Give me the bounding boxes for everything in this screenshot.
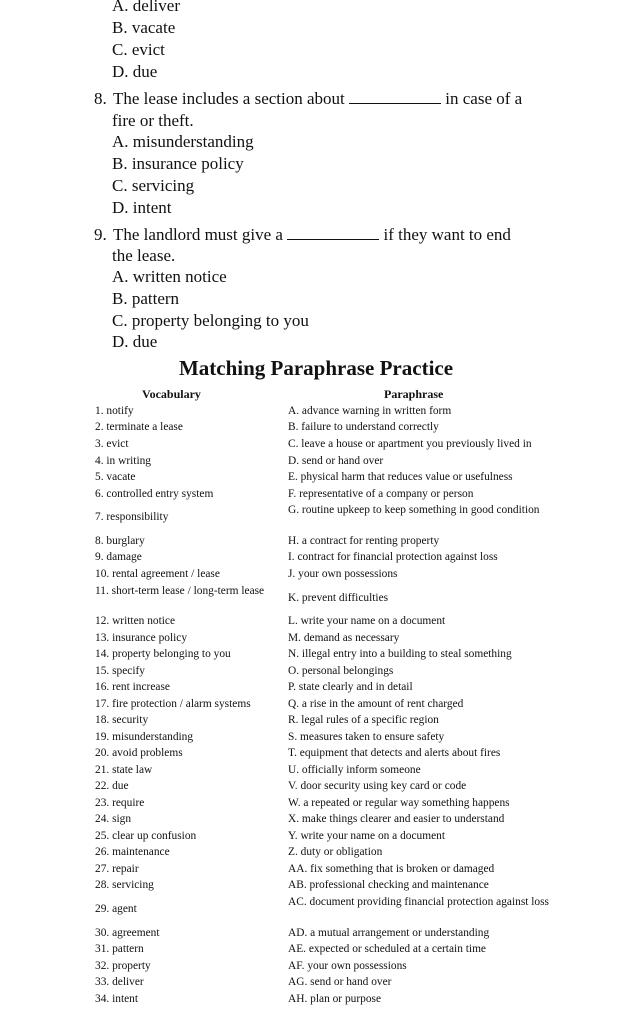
question-number: 9. <box>94 225 107 244</box>
vocab-item: 29. agent <box>95 903 137 915</box>
q9-option-c: C. property belonging to you <box>112 311 309 330</box>
q7-option-c: C. evict <box>112 40 165 59</box>
vocab-item: 24. sign <box>95 813 132 825</box>
question-number: 8. <box>94 89 107 108</box>
q8-option-c: C. servicing <box>112 176 195 195</box>
vocab-item: 10. rental agreement / lease <box>95 568 220 580</box>
paraphrase-item: L. write your name on a document <box>288 615 446 627</box>
vocab-item: 12. written notice <box>95 615 176 627</box>
paraphrase-item: AB. professional checking and maintenance <box>288 879 489 891</box>
vocab-item: 22. due <box>95 780 129 792</box>
paraphrase-item: V. door security using key card or code <box>288 780 467 792</box>
paraphrase-item: G. routine upkeep to keep something in good condition <box>288 504 540 516</box>
question-8-stem <box>94 88 564 110</box>
paraphrase-item: AG. send or hand over <box>288 976 392 988</box>
q8-option-b: B. insurance policy <box>112 154 244 173</box>
q8-option-a: A. misunderstanding <box>112 132 254 151</box>
vocab-item: 20. avoid problems <box>95 747 183 759</box>
paraphrase-item: AC. document providing financial protection against loss <box>288 896 549 908</box>
paraphrase-item: M. demand as necessary <box>288 632 400 644</box>
vocab-item: 6. controlled entry system <box>95 488 214 500</box>
q9-option-b: B. pattern <box>112 289 180 308</box>
vocab-item: 19. misunderstanding <box>95 731 194 743</box>
question-9-line2: the lease. <box>112 246 176 265</box>
question-text-before-blank: The landlord must give a <box>113 225 283 244</box>
paraphrase-item: O. personal belongings <box>288 665 394 677</box>
vocab-item: 17. fire protection / alarm systems <box>95 698 251 710</box>
q8-option-d: D. intent <box>112 198 172 217</box>
paraphrase-item: AD. a mutual arrangement or understanding <box>288 927 490 939</box>
vocab-item: 26. maintenance <box>95 846 170 858</box>
answer-blank <box>287 225 379 240</box>
paraphrase-item: D. send or hand over <box>288 455 384 467</box>
paraphrase-item: U. officially inform someone <box>288 764 421 776</box>
section-title: Matching Paraphrase Practice <box>178 356 454 380</box>
paraphrase-column-header: Paraphrase <box>384 387 444 401</box>
paraphrase-item: R. legal rules of a specific region <box>288 714 439 726</box>
vocab-item: 28. servicing <box>95 879 154 891</box>
paraphrase-item: F. representative of a company or person <box>288 488 474 500</box>
question-9-stem <box>94 224 564 246</box>
q9-option-a: A. written notice <box>112 267 227 286</box>
vocab-item: 1. notify <box>95 405 134 417</box>
vocab-item: 31. pattern <box>95 943 144 955</box>
paraphrase-item: N. illegal entry into a building to steal something <box>288 648 512 660</box>
vocab-item: 7. responsibility <box>95 511 169 523</box>
paraphrase-item: T. equipment that detects and alerts about fires <box>288 747 501 759</box>
paraphrase-item: C. leave a house or apartment you previously lived in <box>288 438 532 450</box>
vocab-item: 27. repair <box>95 863 139 875</box>
vocab-item: 15. specify <box>95 665 145 677</box>
question-8-line2: fire or theft. <box>112 111 194 130</box>
paraphrase-item: K. prevent difficulties <box>288 592 389 604</box>
vocab-item: 25. clear up confusion <box>95 830 197 842</box>
question-text-after-blank: if they want to end <box>383 225 511 244</box>
question-text-before-blank: The lease includes a section about <box>113 89 345 108</box>
paraphrase-item: AF. your own possessions <box>288 960 407 972</box>
vocab-item: 3. evict <box>95 438 129 450</box>
paraphrase-item: Q. a rise in the amount of rent charged <box>288 698 464 710</box>
paraphrase-item: E. physical harm that reduces value or usefulness <box>288 471 513 483</box>
paraphrase-item: AH. plan or purpose <box>288 993 382 1005</box>
vocab-item: 16. rent increase <box>95 681 170 693</box>
vocab-item: 30. agreement <box>95 927 160 939</box>
vocab-item: 13. insurance policy <box>95 632 188 644</box>
vocab-item: 9. damage <box>95 551 142 563</box>
vocab-item: 18. security <box>95 714 149 726</box>
vocab-item: 21. state law <box>95 764 153 776</box>
answer-blank <box>349 89 441 104</box>
paraphrase-item: W. a repeated or regular way something happens <box>288 797 510 809</box>
vocab-item: 8. burglary <box>95 535 145 547</box>
q9-option-d: D. due <box>112 332 158 351</box>
vocab-item: 2. terminate a lease <box>95 421 183 433</box>
paraphrase-item: B. failure to understand correctly <box>288 421 439 433</box>
vocab-item: 34. intent <box>95 993 139 1005</box>
vocabulary-column-header: Vocabulary <box>142 387 201 401</box>
vocab-item: 14. property belonging to you <box>95 648 231 660</box>
paraphrase-item: Z. duty or obligation <box>288 846 383 858</box>
paraphrase-item: X. make things clearer and easier to understand <box>288 813 505 825</box>
vocab-item: 23. require <box>95 797 145 809</box>
q7-option-b: B. vacate <box>112 18 176 37</box>
paraphrase-item: J. your own possessions <box>288 568 398 580</box>
paraphrase-item: P. state clearly and in detail <box>288 681 413 693</box>
vocab-item: 5. vacate <box>95 471 136 483</box>
q7-option-d: D. due <box>112 62 158 81</box>
paraphrase-item: I. contract for financial protection against loss <box>288 551 498 563</box>
vocab-item: 33. deliver <box>95 976 144 988</box>
paraphrase-item: AA. fix something that is broken or damaged <box>288 863 495 875</box>
vocab-item: 4. in writing <box>95 455 152 467</box>
paraphrase-item: S. measures taken to ensure safety <box>288 731 445 743</box>
paraphrase-item: H. a contract for renting property <box>288 535 440 547</box>
paraphrase-item: A. advance warning in written form <box>288 405 452 417</box>
question-text-after-blank: in case of a <box>445 89 523 108</box>
vocab-item: 32. property <box>95 960 151 972</box>
paraphrase-item: AE. expected or scheduled at a certain time <box>288 943 486 955</box>
vocab-item: 11. short-term lease / long-term lease <box>95 585 265 597</box>
paraphrase-item: Y. write your name on a document <box>288 830 446 842</box>
q7-option-a: A. deliver <box>112 0 180 15</box>
